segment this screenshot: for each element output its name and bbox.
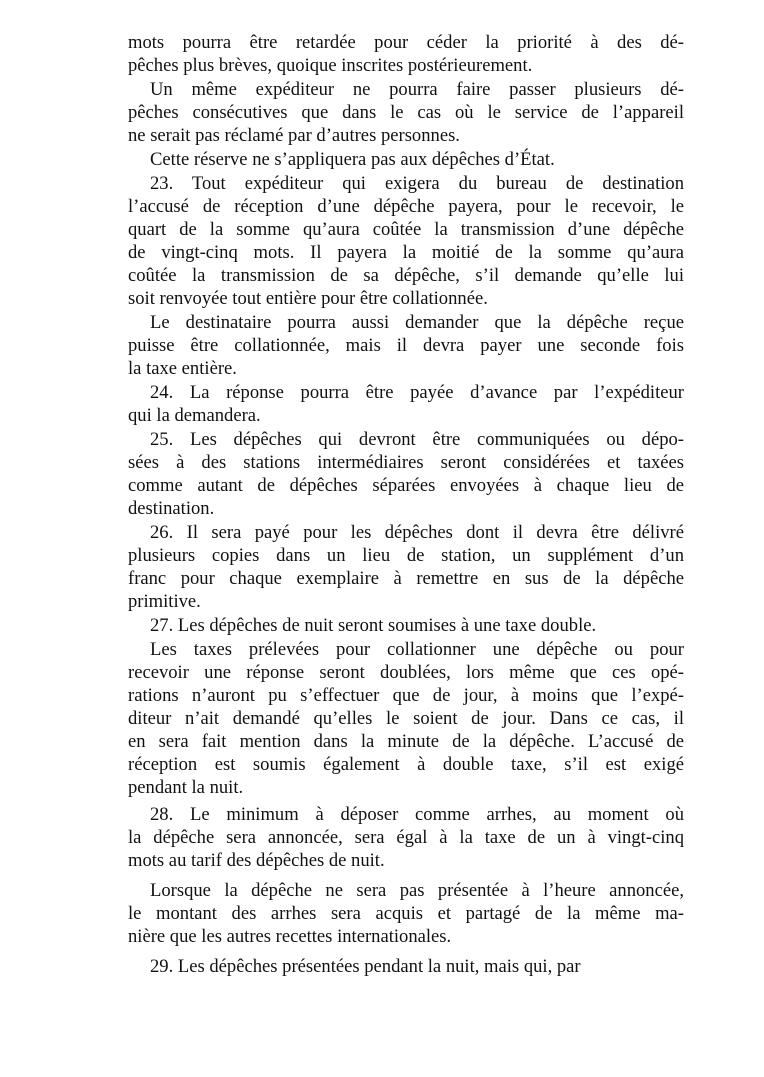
paragraph-taxes (128, 638, 684, 799)
paragraph-spacer (128, 872, 684, 879)
text-line: 28. Le minimum à déposer comme arrhes, au moment où (150, 804, 684, 825)
paragraph-art-23 (128, 172, 684, 310)
paragraph-art-28 (128, 803, 684, 872)
text-line: coûtée la transmission de sa dépêche, s’il demande qu’elle lui (128, 265, 684, 286)
paragraph-meme-expediteur (128, 78, 684, 147)
text-line: en sera fait mention dans la minute de la dépêche. L’accusé de (128, 731, 684, 752)
text-line: nière que les autres recettes internationales. (128, 926, 452, 947)
text-line: mots au tarif des dépêches de nuit. (128, 850, 385, 871)
text-line: Le destinataire pourra aussi demander que la dépêche reçue (150, 312, 684, 333)
text-line: 29. Les dépêches présentées pendant la nuit, mais qui, par (150, 956, 581, 977)
text-line: ne serait pas réclamé par d’autres personnes. (128, 125, 460, 146)
paragraph-art-25 (128, 428, 684, 520)
text-line: 27. Les dépêches de nuit seront soumises à une taxe double. (150, 615, 597, 636)
text-line: sées à des stations intermédiaires seront considérées et taxées (128, 452, 684, 473)
text-line: comme autant de dépêches séparées envoyées à chaque lieu de (128, 475, 684, 496)
text-line: recevoir une réponse seront doublées, lors même que ces opé- (128, 662, 684, 683)
paragraph-art-24 (128, 381, 684, 427)
text-line: 25. Les dépêches qui devront être communiquées ou dépo- (150, 429, 684, 450)
text-line: primitive. (128, 591, 201, 612)
paragraph-destinataire (128, 311, 684, 380)
text-line: le montant des arrhes sera acquis et partagé de la même ma- (128, 903, 684, 924)
text-line: 24. La réponse pourra être payée d’avance par l’expéditeur (150, 382, 684, 403)
text-line: la dépêche sera annoncée, sera égal à la taxe de un à vingt-cinq (128, 827, 684, 848)
text-line: Un même expéditeur ne pourra faire passer plusieurs dé- (150, 79, 684, 100)
text-line: Cette réserve ne s’appliquera pas aux dépêches d’État. (150, 149, 555, 170)
paragraph-reserve (128, 148, 684, 171)
text-line: franc pour chaque exemplaire à remettre en sus de la dépêche (128, 568, 684, 589)
text-line: réception est soumis également à double taxe, s’il est exigé (128, 754, 684, 775)
text-line: destination. (128, 498, 215, 519)
paragraph-cont (128, 31, 684, 77)
paragraph-lorsque (128, 879, 684, 948)
paragraph-art-29 (128, 955, 684, 978)
text-line: pêches plus brèves, quoique inscrites postérieurement. (128, 55, 533, 76)
text-line: de vingt-cinq mots. Il payera la moitié de la somme qu’aura (128, 242, 684, 263)
text-line: 23. Tout expéditeur qui exigera du bureau de destination (150, 173, 684, 194)
text-line: pendant la nuit. (128, 777, 244, 798)
text-line: la taxe entière. (128, 358, 237, 379)
text-line: plusieurs copies dans un lieu de station, un supplément d’un (128, 545, 684, 566)
paragraph-art-27 (128, 614, 684, 637)
paragraph-spacer (128, 948, 684, 955)
page-body (128, 31, 684, 978)
text-line: Les taxes prélevées pour collationner une dépêche ou pour (150, 639, 684, 660)
text-line: puisse être collationnée, mais il devra payer une seconde fois (128, 335, 684, 356)
text-line: Lorsque la dépêche ne sera pas présentée à l’heure annoncée, (150, 880, 684, 901)
text-line: quart de la somme qu’aura coûtée la transmission d’une dépêche (128, 219, 684, 240)
text-line: qui la demandera. (128, 405, 261, 426)
text-line: soit renvoyée tout entière pour être collationnée. (128, 288, 488, 309)
paragraph-art-26 (128, 521, 684, 613)
text-line: mots pourra être retardée pour céder la priorité à des dé- (128, 32, 684, 53)
text-line: diteur n’ait demandé qu’elles le soient de jour. Dans ce cas, il (128, 708, 684, 729)
text-line: 26. Il sera payé pour les dépêches dont il devra être délivré (150, 522, 684, 543)
text-line: pêches consécutives que dans le cas où le service de l’appareil (128, 102, 684, 123)
text-line: l’accusé de réception d’une dépêche payera, pour le recevoir, le (128, 196, 684, 217)
text-line: rations n’auront pu s’effectuer que de jour, à moins que l’expé- (128, 685, 684, 706)
